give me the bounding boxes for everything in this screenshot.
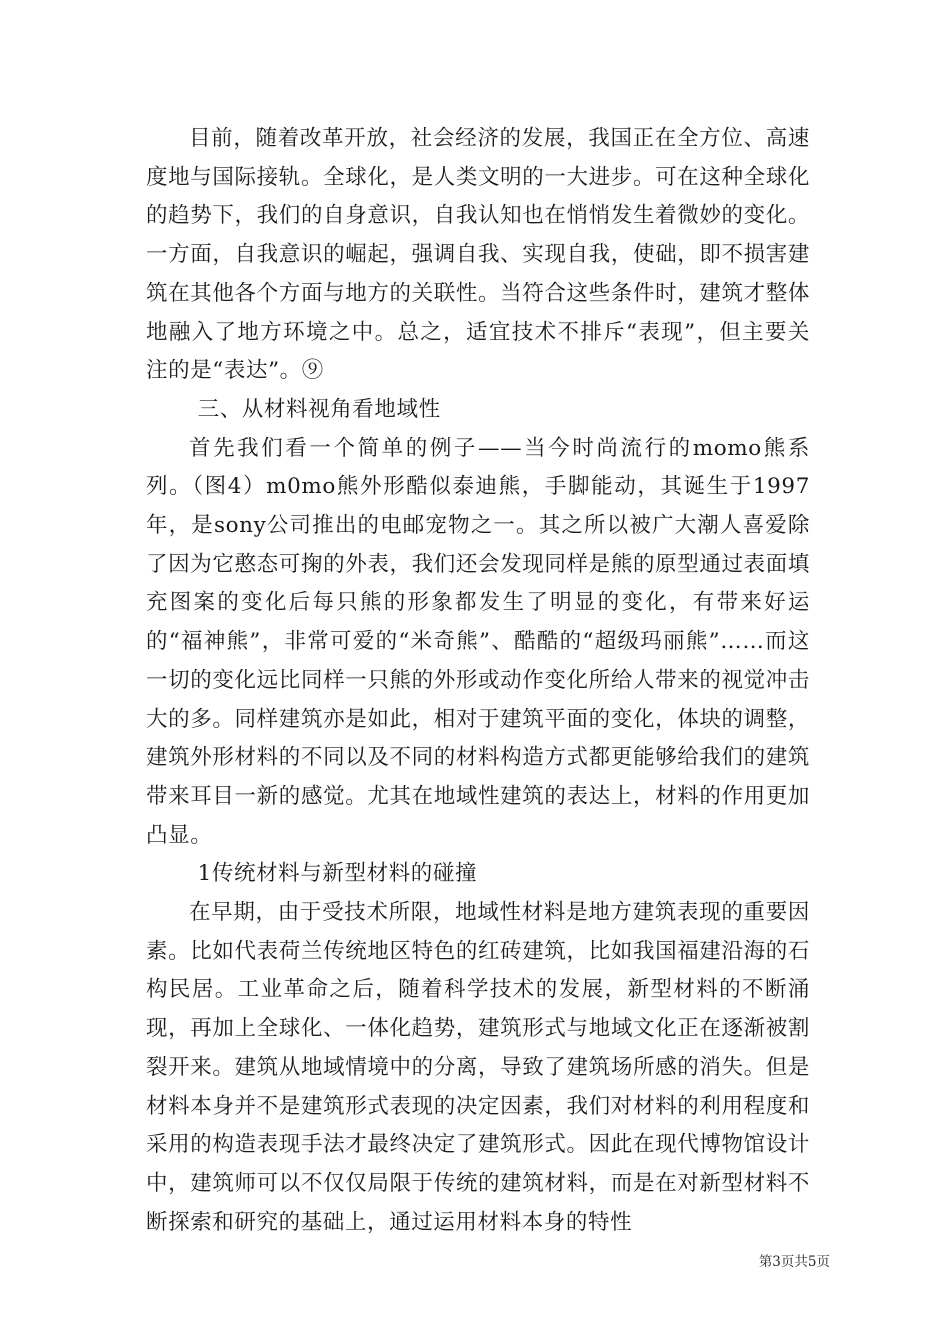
paragraph-momo-example: 首先我们看一个简单的例子——当今时尚流行的momo熊系列。（图4）m0mo熊外形酷似泰迪熊，手脚能动，其诞生于1997年，是sony公司推出的电邮宠物之一。其之所以被广大潮人喜爱除了因为它憨态可掬的外表，我们还会发现同样是熊的原型通过表面填充图案的变化后每只熊的形象都发生了明显的变化，有带来好运的“福神熊”，非常可爱的“米奇熊”、酷酷的“超级玛丽熊”……而这一切的变化远比同样一只熊的外形或动作变化所给人带来的视觉冲击大的多。同样建筑亦是如此，相对于建筑平面的变化，体块的调整，建筑外形材料的不同以及不同的材料构造方式都更能够给我们的建筑带来耳目一新的感觉。尤其在地域性建筑的表达上，材料的作用更加凸显。 [146,435,810,848]
section-heading-material: 三、从材料视角看地域性 [197,396,441,422]
page-number: 第3页共5页 [758,1254,830,1270]
paragraph-intro: 目前，随着改革开放，社会经济的发展，我国正在全方位、高速度地与国际接轨。全球化，是人类文明的一大进步。可在这种全球化的趋势下，我们的自身意识，自我认知也在悄悄发生着微妙的变化。一方面，自我意识的崛起，强调自我、实现自我，使础，即不损害建筑在其他各个方面与地方的关联性。当符合这些条件时，建筑才整体地融入了地方环境之中。总之，适宜技术不排斥“表现”，但主要关注的是“表达”。⑨ [146,126,810,384]
paragraph-traditional-materials: 在早期，由于受技术所限，地域性材料是地方建筑表现的重要因素。比如代表荷兰传统地区特色的红砖建筑，比如我国福建沿海的石构民居。工业革命之后，随着科学技术的发展，新型材料的不断涌现，再加上全球化、一体化趋势，建筑形式与地域文化正在逐渐被割裂开来。建筑从地域情境中的分离，导致了建筑场所感的消失。但是材料本身并不是建筑形式表现的决定因素，我们对材料的利用程度和采用的构造表现手法才最终决定了建筑形式。因此在现代博物馆设计中，建筑师可以不仅仅局限于传统的建筑材料，而是在对新型材料不断探索和研究的基础上，通过运用材料本身的特性 [146,900,810,1235]
subsection-heading-materials: 1传统材料与新型材料的碰撞 [197,861,478,887]
body-text [146,120,810,1242]
